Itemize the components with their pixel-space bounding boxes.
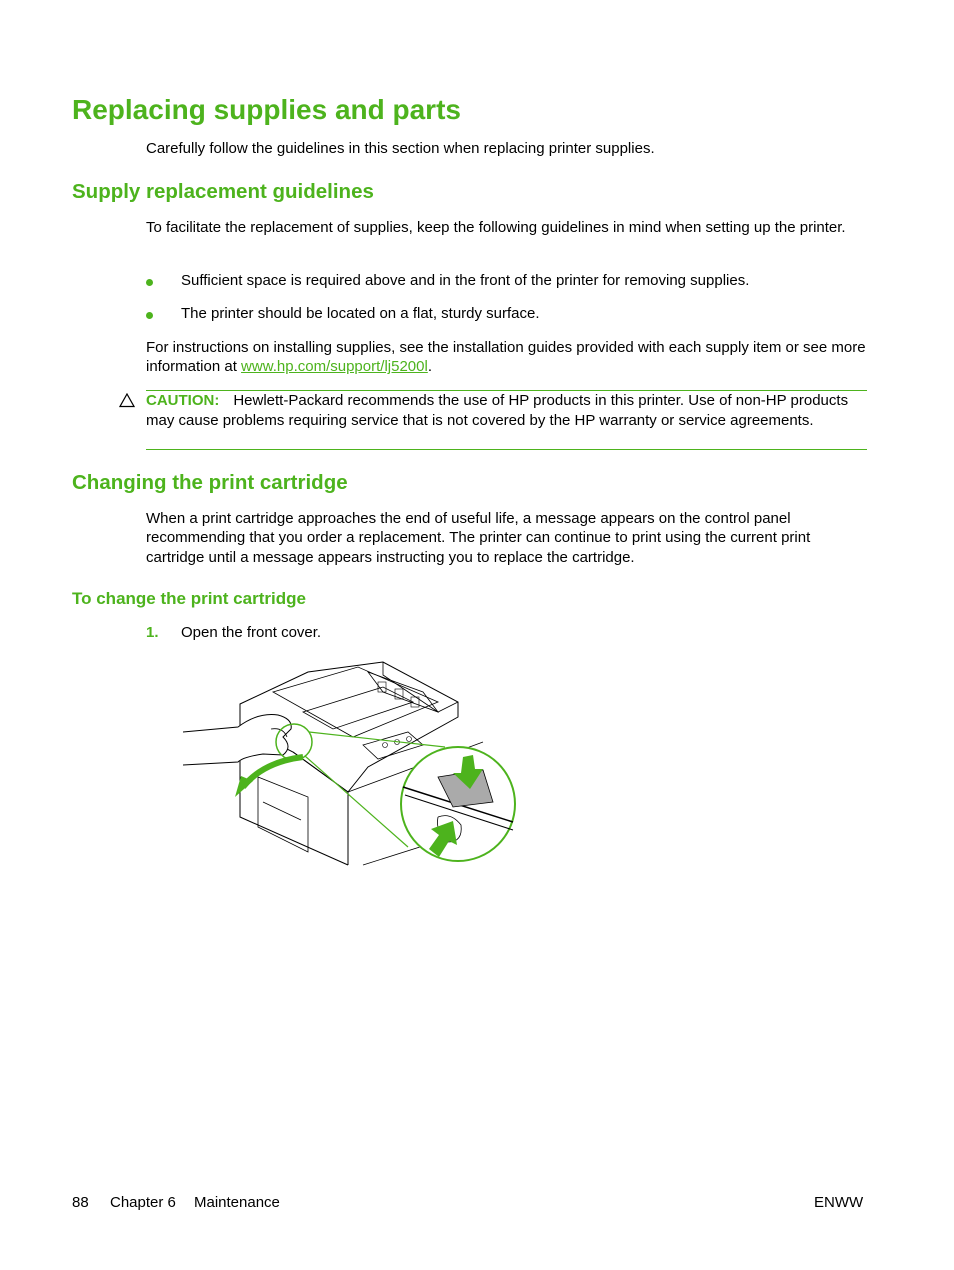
step-number: 1. [146,624,159,641]
footer-enww: ENWW [814,1194,864,1211]
page-title: Replacing supplies and parts [72,94,461,125]
supply-guidelines-text: To facilitate the replacement of supplies, keep the following guidelines in mind when setting up the printer. [146,219,846,236]
print-cartridge-text: When a print cartridge approaches the end of useful life, a message appears on the control panel recommending that you order a replacement. The printer can continue to print using the current print cartridge until a message appears instructing you to replace the cartridge. [146,510,811,566]
subheading-change-cartridge: To change the print cartridge [72,589,306,608]
footer-chapter: Chapter 6 [110,1194,176,1211]
section-heading-print-cartridge: Changing the print cartridge [72,471,348,494]
step-text: Open the front cover. [181,624,322,641]
section-heading-supply-guidelines: Supply replacement guidelines [72,180,374,203]
bullet-item-space: Sufficient space is required above and in the front of the printer for removing supplies. [181,272,750,289]
caution-label: CAUTION: [146,392,220,409]
bullet-item-surface: The printer should be located on a flat, sturdy surface. [181,305,540,322]
caution-text: Hewlett-Packard recommends the use of HP products in this printer. Use of non-HP products may cause problems requiring service that is not covered by the HP warranty or service agreements. [146,392,849,429]
installation-info-after: . [427,358,432,376]
bullet-marker [146,275,156,285]
installation-info-text [146,338,868,377]
installation-info-before: For instructions on installing supplies, see the installation guides provided with each supply item or see more information at [146,339,866,376]
footer-page-number: 88 [72,1194,89,1211]
bullet-marker [146,308,156,318]
hp-support-link[interactable]: www.hp.com/support/lj5200l [241,358,428,376]
caution-note [146,391,867,430]
intro-text: Carefully follow the guidelines in this section when replacing printer supplies. [146,140,655,157]
open-front-cover-illustration [183,657,518,874]
footer-chapter-title: Maintenance [194,1194,280,1211]
warning-triangle-icon [119,393,135,413]
